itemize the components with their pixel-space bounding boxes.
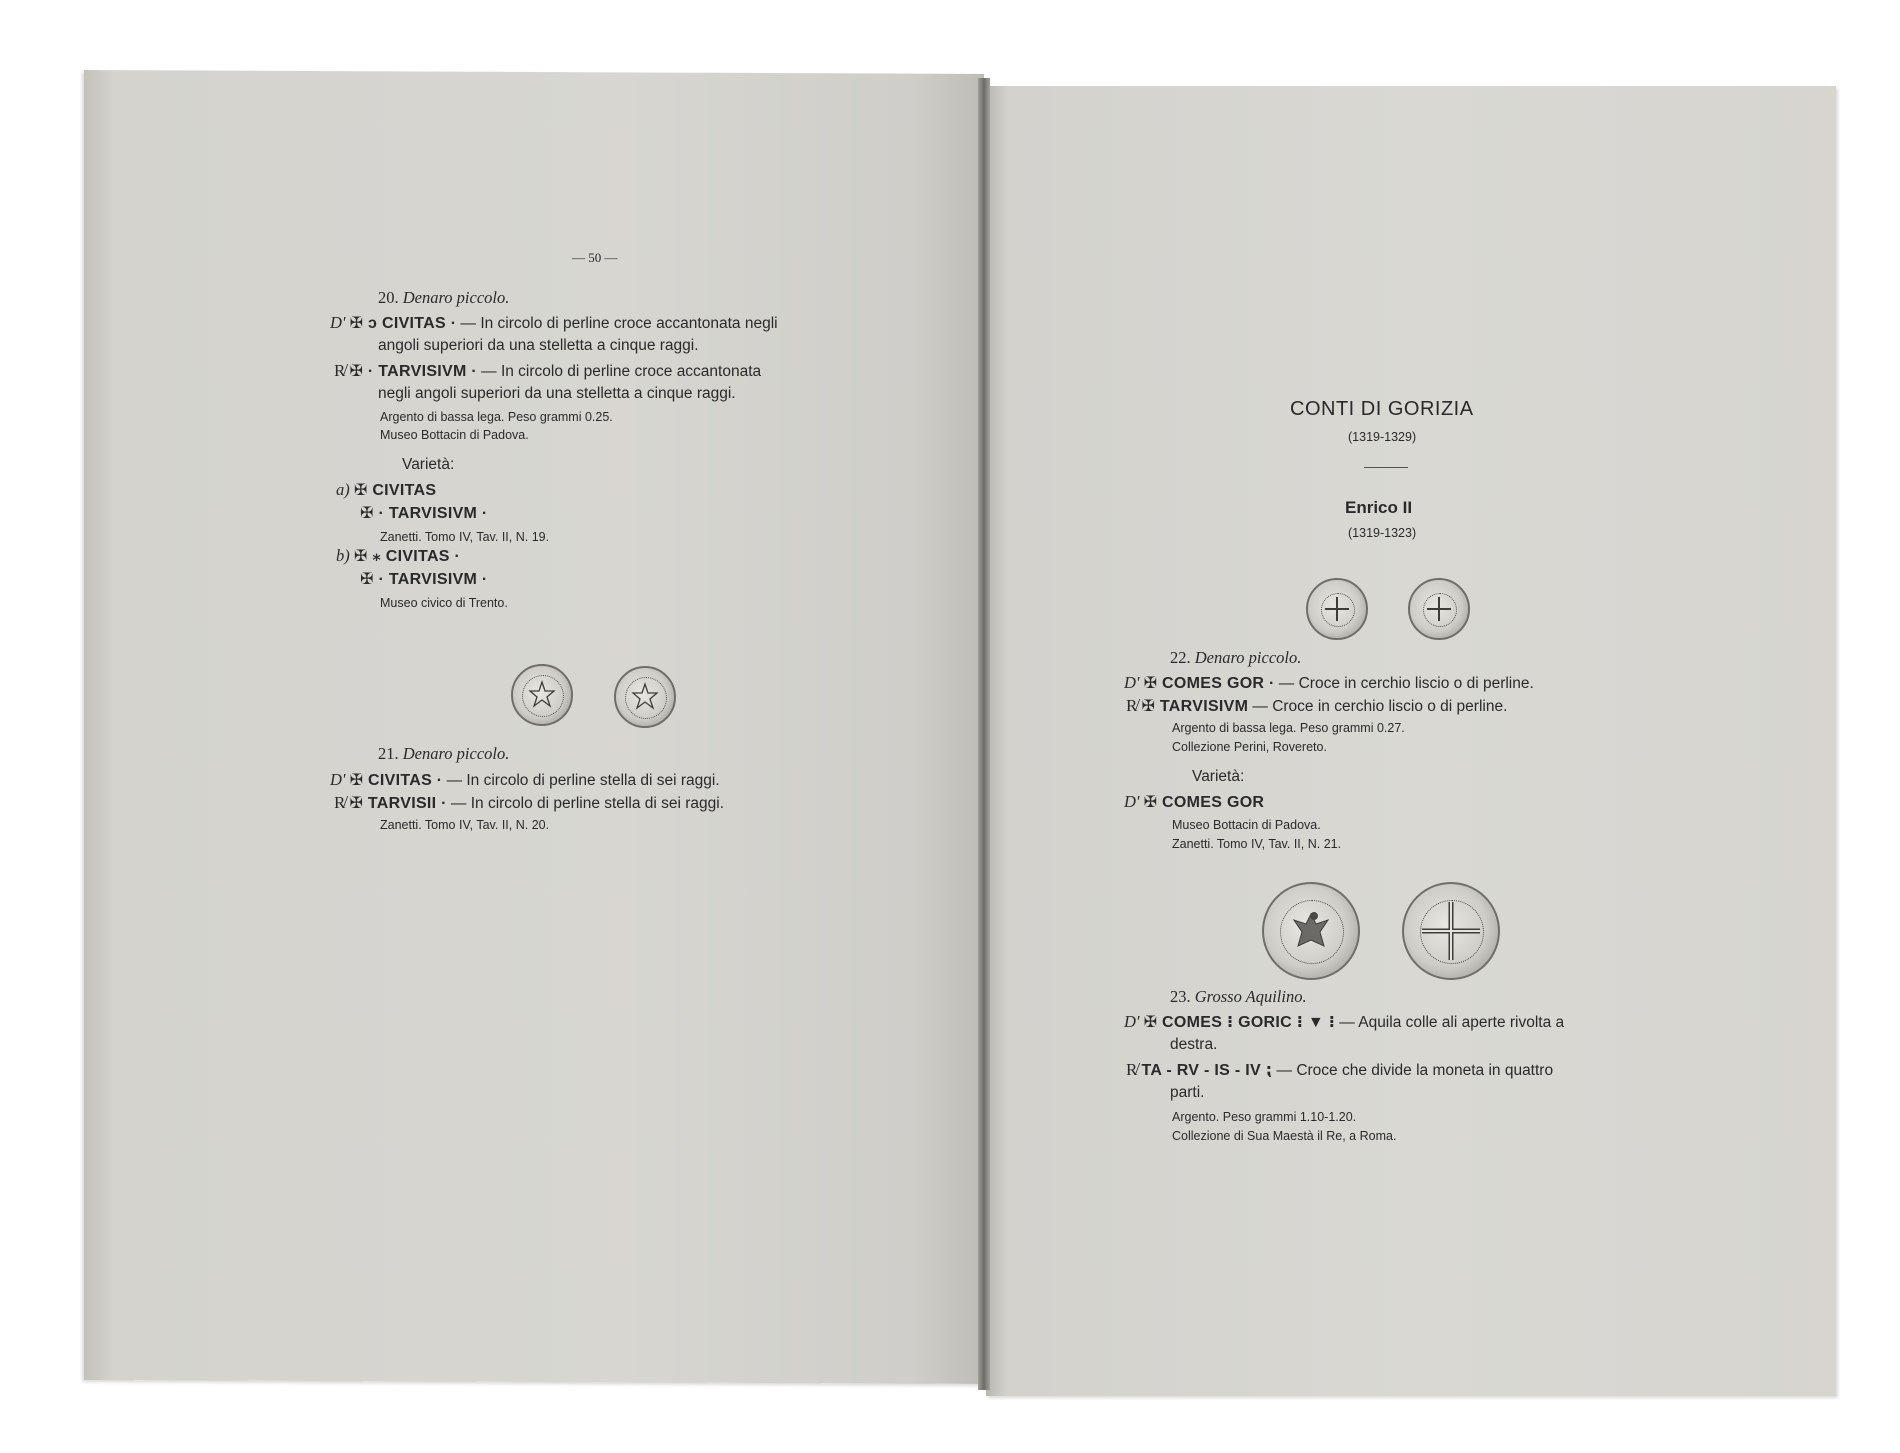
- item-title: Denaro piccolo.: [402, 288, 510, 307]
- item-22-variety: [1124, 792, 1264, 812]
- variety-a: [336, 480, 436, 500]
- reverse-description-cont: negli angoli superiori da una stelletta a cinque raggi.: [378, 385, 736, 402]
- item-22-heading: [1170, 648, 1301, 668]
- item-20-heading: [378, 288, 509, 308]
- coin-22-reverse-image: [1408, 578, 1470, 640]
- item-number: 21.: [378, 744, 399, 763]
- item-23-obverse: [1124, 1012, 1564, 1032]
- reverse-sigil: R̸: [1126, 1060, 1138, 1079]
- variety-a-note: Zanetti. Tomo IV, Tav. II, N. 19.: [380, 530, 550, 544]
- reverse-sigil: R̸: [1126, 696, 1138, 715]
- right-page: [986, 86, 1836, 1396]
- varieta-label: Varietà:: [1192, 768, 1245, 785]
- item-21-note: Zanetti. Tomo IV, Tav. II, N. 20.: [380, 818, 550, 832]
- item-22-reverse: [1126, 696, 1507, 716]
- item-23-reverse: [1126, 1060, 1553, 1080]
- obverse-description: — In circolo di perline stella di sei raggi.: [446, 772, 720, 789]
- reverse-description-cont: parti.: [1170, 1084, 1205, 1101]
- section-dates: (1319-1329): [1348, 430, 1417, 444]
- reverse-legend: ✠ TARVISII ·: [349, 795, 447, 812]
- obverse-sigil: D': [330, 313, 346, 332]
- ruler-name: Enrico II: [1345, 498, 1413, 517]
- variety-legend: ✠ COMES GOR: [1143, 794, 1265, 811]
- obverse-legend: ✠ COMES ⁝ GORIC ⁝ ▼ ⁝: [1143, 1014, 1336, 1031]
- item-20-reverse: [334, 361, 761, 381]
- reverse-sigil: R̸: [334, 793, 346, 812]
- item-number: 22.: [1170, 648, 1191, 667]
- obverse-legend: ✠ COMES GOR ·: [1143, 675, 1275, 692]
- coin-23-obverse-eagle-image: [1262, 882, 1360, 980]
- reverse-description: — Croce che divide la moneta in quattro: [1276, 1062, 1554, 1079]
- coin-20-reverse-image: [614, 666, 676, 728]
- coin-23-reverse-cross-image: [1402, 882, 1500, 980]
- reverse-description: — Croce in cerchio liscio o di perline.: [1252, 698, 1508, 715]
- item-20-note-metal: Argento di bassa lega. Peso grammi 0.25.: [380, 410, 613, 424]
- reverse-description: — In circolo di perline stella di sei raggi.: [450, 795, 725, 812]
- item-number: 20.: [378, 288, 399, 307]
- obverse-description: — In circolo di perline croce accantonata negli: [460, 315, 778, 332]
- reverse-legend: ✠ TARVISIVM: [1141, 698, 1249, 715]
- obverse-description: — Croce in cerchio liscio o di perline.: [1278, 675, 1534, 692]
- item-21-reverse: [334, 793, 724, 813]
- obverse-legend: ✠ ↄ CIVITAS ·: [349, 315, 457, 332]
- reverse-legend: TA - RV - IS - IV ⁏: [1141, 1062, 1273, 1079]
- item-23-note-metal: Argento. Peso grammi 1.10-1.20.: [1172, 1110, 1357, 1124]
- item-title: Denaro piccolo.: [402, 744, 510, 763]
- variety-sigil: D': [1124, 792, 1140, 811]
- section-rule: [1364, 467, 1408, 468]
- item-22-note-metal: Argento di bassa lega. Peso grammi 0.27.: [1172, 721, 1405, 735]
- variety-b-note: Museo civico di Trento.: [380, 596, 508, 610]
- reverse-description: — In circolo di perline croce accantonata: [481, 363, 762, 380]
- item-22-variety-note-ref: Zanetti. Tomo IV, Tav. II, N. 21.: [1172, 837, 1342, 851]
- item-20-note-museum: Museo Bottacin di Padova.: [380, 428, 529, 442]
- obverse-description-cont: destra.: [1170, 1036, 1218, 1053]
- obverse-sigil: D': [330, 770, 346, 789]
- variety-a-legend-2: ✠ · TARVISIVM ·: [360, 505, 488, 522]
- item-21-obverse: [330, 770, 720, 790]
- reverse-legend: ✠ · TARVISIVM ·: [349, 363, 478, 380]
- item-23-note-collection: Collezione di Sua Maestà il Re, a Roma.: [1172, 1129, 1397, 1143]
- coin-20-obverse-image: [511, 664, 573, 726]
- obverse-description: — Aquila colle ali aperte rivolta a: [1339, 1014, 1565, 1031]
- variety-b: [336, 546, 460, 566]
- obverse-description-cont: angoli superiori da una stelletta a cinque raggi.: [378, 337, 699, 354]
- item-22-note-collection: Collezione Perini, Rovereto.: [1172, 740, 1327, 754]
- obverse-legend: ✠ CIVITAS ·: [349, 772, 443, 789]
- section-heading: CONTI DI GORIZIA: [1290, 398, 1474, 420]
- variety-a-legend: ✠ CIVITAS: [353, 482, 437, 499]
- left-page: [84, 70, 984, 1384]
- variety-b-legend-2: ✠ · TARVISIVM ·: [360, 571, 488, 588]
- item-title: Grosso Aquilino.: [1194, 987, 1307, 1006]
- item-21-heading: [378, 744, 509, 764]
- book-gutter: [978, 78, 990, 1390]
- item-number: 23.: [1170, 987, 1191, 1006]
- obverse-sigil: D': [1124, 1012, 1140, 1031]
- page-number: — 50 —: [572, 250, 618, 265]
- obverse-sigil: D': [1124, 673, 1140, 692]
- variety-a-label: a): [336, 480, 350, 499]
- reverse-sigil: R̸: [334, 361, 346, 380]
- item-23-heading: [1170, 987, 1307, 1007]
- varieta-label: Varietà:: [402, 456, 455, 473]
- coin-22-obverse-image: [1306, 578, 1368, 640]
- item-20-obverse: [330, 313, 778, 333]
- item-22-obverse: [1124, 673, 1534, 693]
- item-22-variety-note-museum: Museo Bottacin di Padova.: [1172, 818, 1321, 832]
- variety-b-label: b): [336, 546, 350, 565]
- variety-b-legend: ✠ ⁎ CIVITAS ·: [353, 548, 461, 565]
- item-title: Denaro piccolo.: [1194, 648, 1302, 667]
- ruler-dates: (1319-1323): [1348, 526, 1417, 540]
